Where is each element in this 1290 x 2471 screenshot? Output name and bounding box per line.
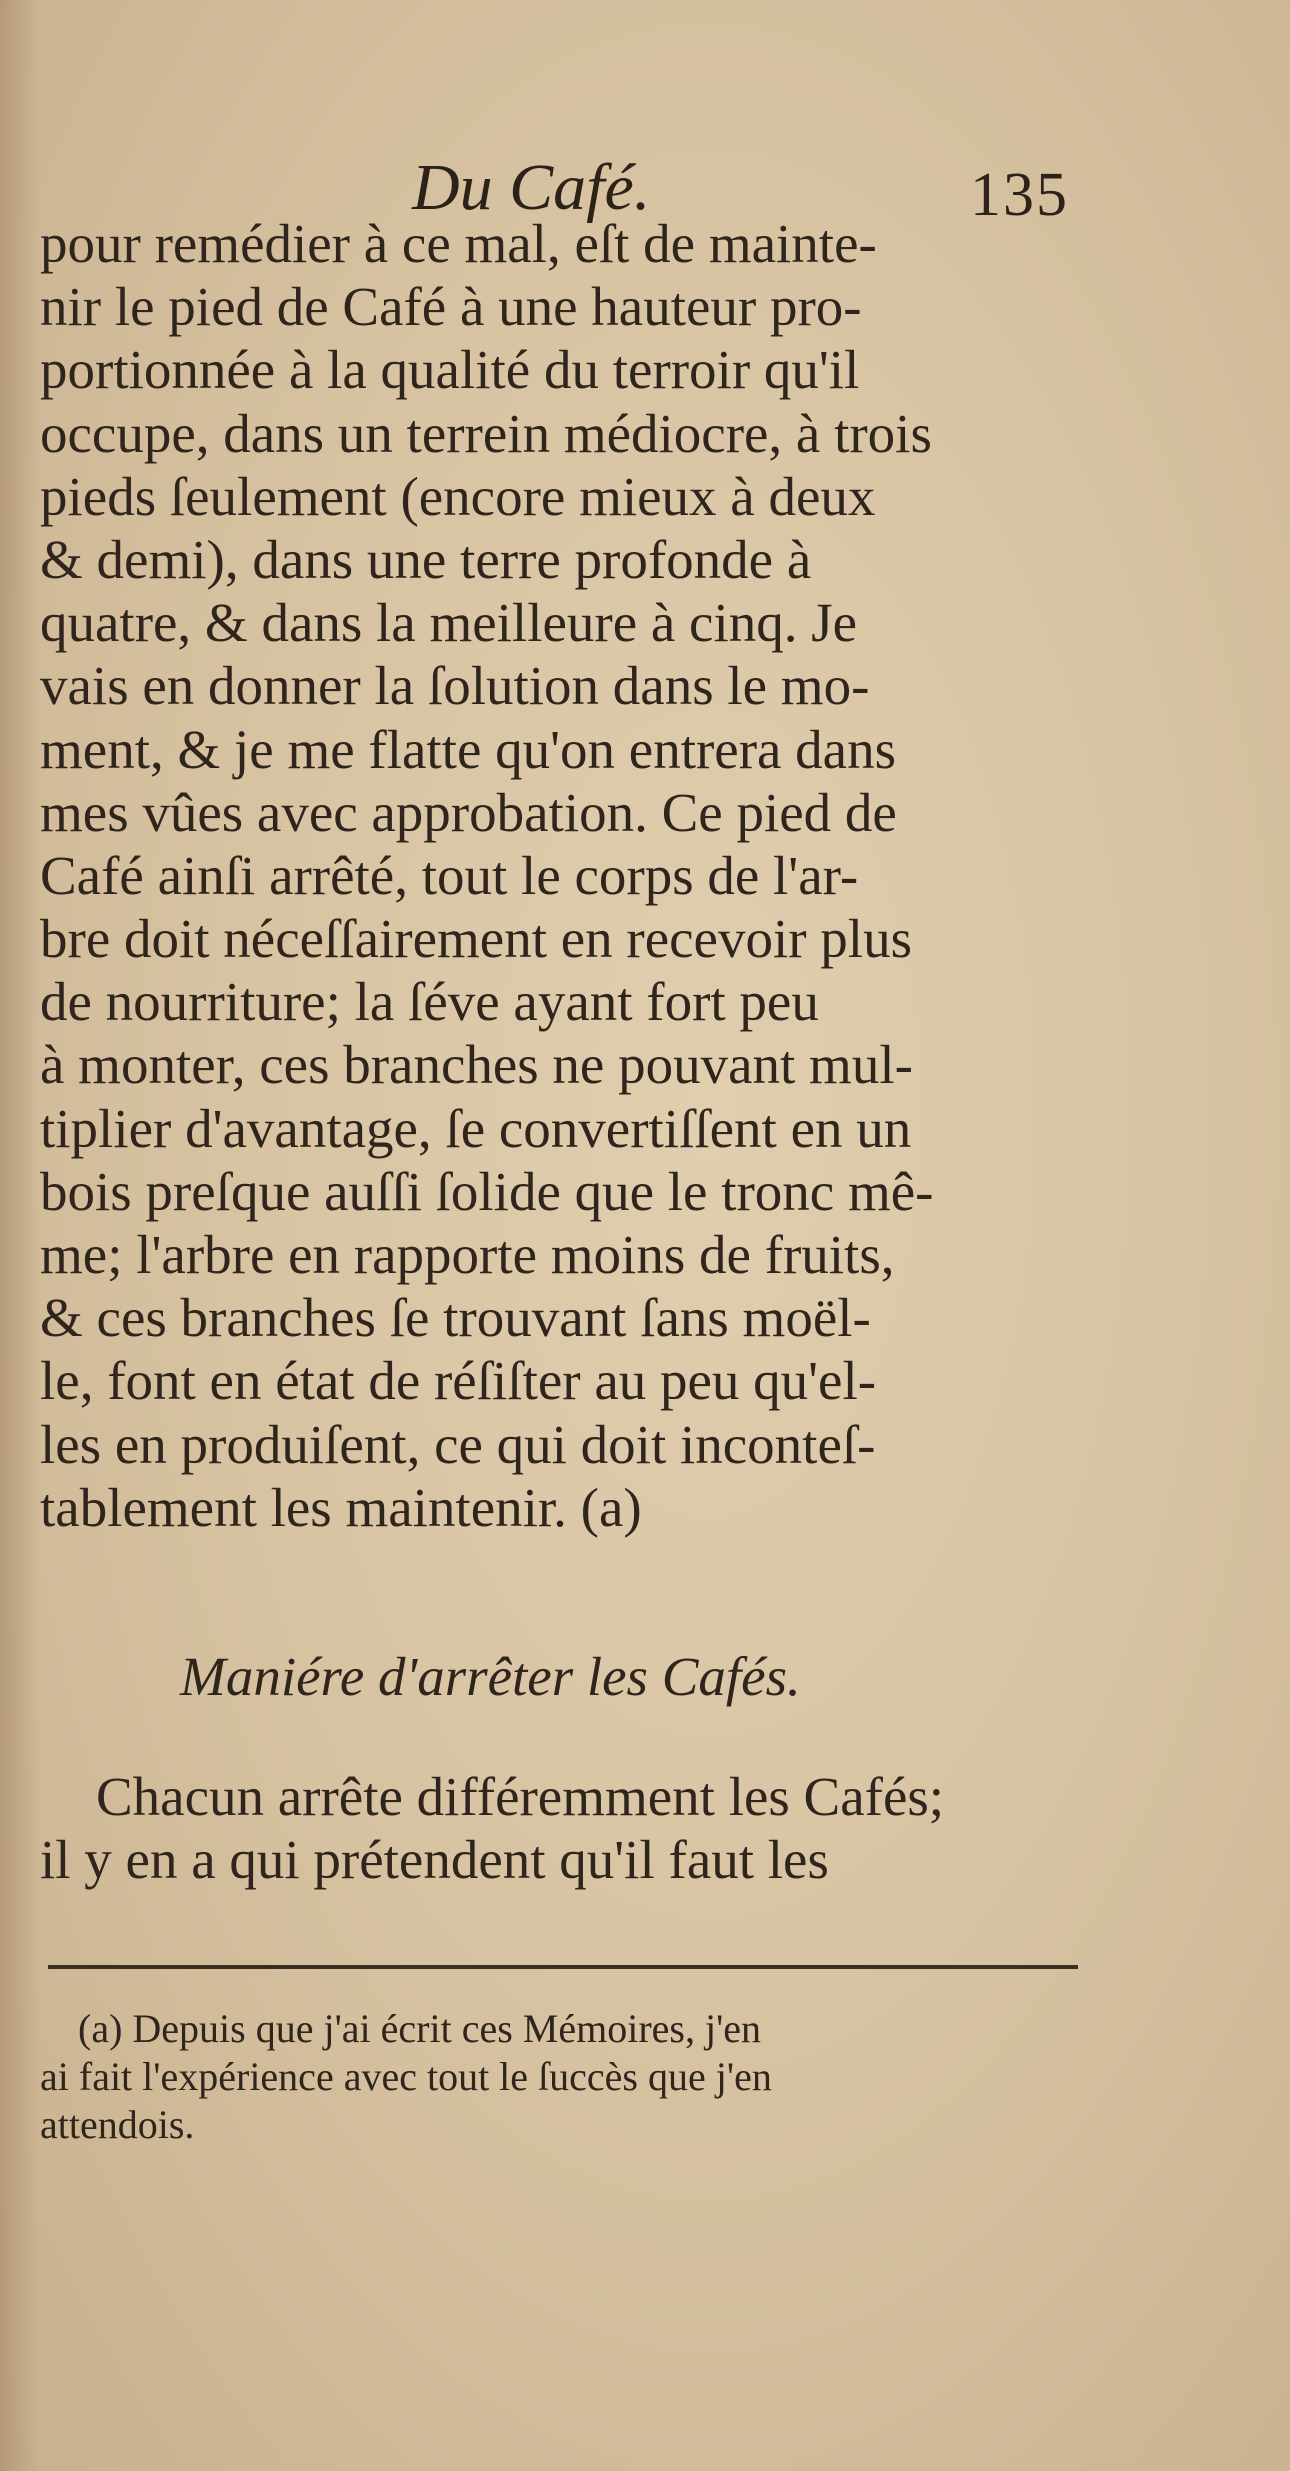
text-line: occupe, dans un terrein médiocre, à trois [40,402,932,464]
text-line: pour remédier à ce mal, eſt de mainte- [40,213,877,274]
section-text [40,1765,1140,1891]
text-line: à monter, ces branches ne pouvant mul- [40,1034,913,1096]
text-line: ment, & je me flatte qu'on entrera dans [40,718,896,780]
footnote-line: attendois. [40,2102,195,2147]
section-heading: Maniére d'arrêter les Cafés. [180,1646,801,1707]
footnote-line: ai fait l'expérience avec tout le ſuccès que j'en [40,2054,772,2099]
footnote-divider [48,1965,1078,1969]
text-line: & demi), dans une terre profonde à [40,528,812,590]
text-line: bois preſque auſſi ſolide que le tronc mê- [40,1160,934,1222]
text-line: Chacun arrête différemment les Cafés; [96,1766,945,1827]
text-line: me; l'arbre en rapporte moins de fruits, [40,1224,895,1285]
footnote [40,2005,1140,2149]
text-line: pieds ſeulement (encore mieux à deux [40,465,876,527]
text-line: mes vûes avec approbation. Ce pied de [40,781,897,843]
body-text [40,212,1140,1539]
text-line: & ces branches ſe trouvant ſans moël- [40,1287,871,1349]
text-line: bre doit néceſſairement en recevoir plus [40,908,912,970]
footnote-line: (a) Depuis que j'ai écrit ces Mémoires, j'en [78,2006,762,2051]
text-line: tiplier d'avantage, ſe convertiſſent en un [40,1097,912,1159]
text-line: nir le pied de Café à une hauteur pro- [40,276,862,338]
text-line: vais en donner la ſolution dans le mo- [40,655,870,717]
running-title: Du Café. [412,151,651,224]
page-number: 135 [970,161,1069,229]
text-line: Café ainſi arrêté, tout le corps de l'ar- [40,844,859,906]
text-line: portionnée à la qualité du terroir qu'il [40,339,860,401]
text-line: les en produiſent, ce qui doit inconteſ- [40,1413,876,1475]
text-line: il y en a qui prétendent qu'il faut les [40,1829,829,1891]
text-line: quatre, & dans la meilleure à cinq. Je [40,592,858,654]
text-line: de nourriture; la ſéve ayant fort peu [40,971,819,1033]
text-line: le, font en état de réſiſter au peu qu'el- [40,1350,877,1412]
text-line: tablement les maintenir. (a) [40,1476,642,1538]
